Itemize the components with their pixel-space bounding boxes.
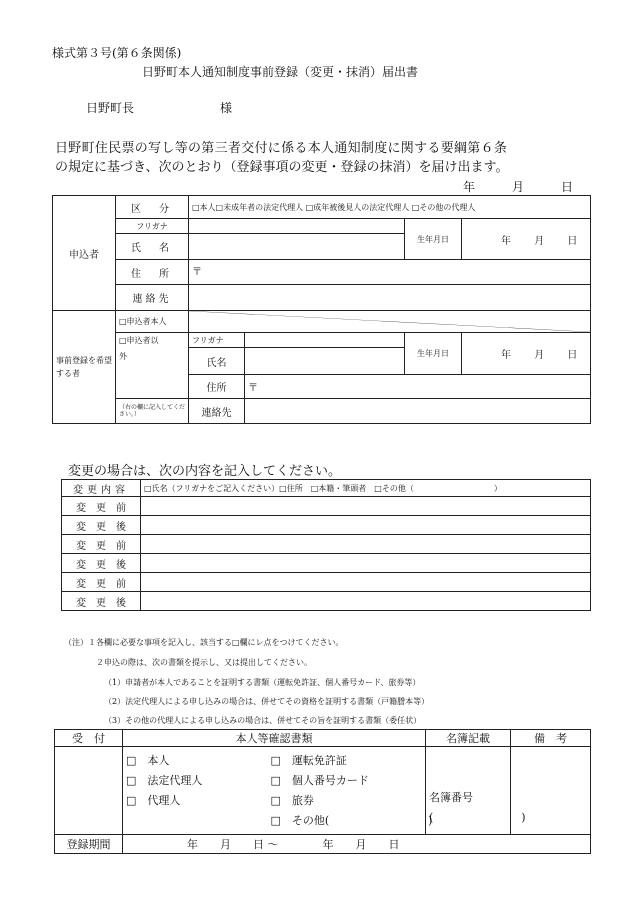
form-number: 様式第３号(第６条関係) [52,46,182,60]
reg-address-label: 住所 [189,375,245,399]
option-agent[interactable]: □ 代理人 [126,794,181,807]
other-option[interactable]: □申込者以 外 [116,333,189,399]
registry-label: 名簿記載 [426,730,511,747]
change-row-field[interactable] [141,592,591,611]
birth-label: 生年月日 [405,219,462,260]
postal-mark: 〒 [192,267,202,278]
reg-furigana-field[interactable] [245,333,405,348]
contact-label: 連絡先 [116,285,189,311]
option-my-number-card[interactable]: □ 個人番号カード [270,774,369,787]
change-row-label: 変 更 後 [62,516,141,535]
changes-table [61,479,591,611]
statement-line2: の規定に基づき、次のとおり（登録事項の変更・登録の抹消）を届け出ます。 [55,160,509,175]
note-4: （2）法定代理人による申し込みの場合は、併せてその資格を証明する書類（戸籍謄本等） [104,697,430,706]
birth-field[interactable]: 年 月 日 [462,219,591,260]
date-month: 月 [512,180,525,194]
change-row-label: 変 更 前 [62,535,141,554]
reg-contact-field[interactable] [245,399,591,424]
reception-field[interactable] [55,747,123,835]
name-field[interactable] [189,234,405,260]
note-2: ２申込の際は、次の書類を提示し、又は提出してください。 [96,658,312,667]
applicant-table [52,195,591,424]
option-drivers-license[interactable]: □ 運転免許証 [270,754,347,767]
change-row-field[interactable] [141,573,591,592]
change-row-field[interactable] [141,497,591,516]
date-day: 日 [561,180,574,194]
self-option[interactable]: □申込者本人 [116,311,189,333]
remarks-label: 備 考 [511,730,591,747]
note-3: （1）申請者が本人であることを証明する書類（運転免許証、個人番号カード、旅券等） [104,678,421,687]
reg-birth-label: 生年月日 [405,333,462,375]
reg-name-field[interactable] [245,348,405,375]
change-row-label: 変 更 前 [62,497,141,516]
change-row-label: 変 更 前 [62,573,141,592]
category-options[interactable]: □本人□未成年者の法定代理人 □成年被後見人の法定代理人 □その他の代理人 [189,196,591,219]
registry-number-paren: ( ) [429,811,526,824]
change-row-label: 変 更 後 [62,592,141,611]
option-legal-rep[interactable]: □ 法定代理人 [126,774,203,787]
address-field[interactable] [189,260,591,285]
right-id-options[interactable] [268,747,433,835]
furigana-field[interactable] [189,219,405,234]
id-docs-label: 本人等確認書類 [123,730,426,747]
change-row-field[interactable] [141,516,591,535]
contact-field[interactable] [189,285,591,311]
furigana-label: フリガナ [116,219,189,234]
note-1: （注）１各欄に必要な事項を記入し、該当する□欄にレ点をつけてください。 [64,638,344,647]
changes-instruction: 変更の場合は、次の内容を記入してください。 [68,464,342,479]
option-self[interactable]: □ 本人 [126,754,170,767]
period-label: 登録期間 [55,835,123,854]
statement-line1: 日野町住民票の写し等の第三者交付に係る本人通知制度に関する要綱第６条 [55,141,508,156]
change-row-field[interactable] [141,535,591,554]
reg-furigana-label: フリガナ [189,333,245,348]
diagonal-line [189,311,590,332]
date-year: 年 [463,180,476,194]
registry-field[interactable] [426,747,526,835]
applicant-section-label: 申込者 [53,196,116,311]
registry-number-label: 名簿番号 [429,791,473,804]
change-row-label: 変 更 後 [62,554,141,573]
reg-contact-label: 連絡先 [189,399,245,424]
reg-birth-field[interactable]: 年 月 日 [462,333,591,375]
honorific: 様 [220,101,233,115]
note-5: （3）その他の代理人による申し込みの場合は、併せてその旨を証明する書類（委任状） [104,716,422,725]
period-field[interactable]: 年 月 日 ～ 年 月 日 [123,835,591,854]
option-passport[interactable]: □ 旅券 [270,794,314,807]
reg-name-label: 氏名 [189,348,245,375]
change-content-options[interactable]: □氏名（フリガナをご記入ください）□住所 □本籍・筆頭者 □その他（ ） [141,480,591,497]
registrant-section-label: 事前登録を希望する者 [53,311,116,424]
category-label: 区 分 [116,196,189,219]
self-diagonal-cell [189,311,591,333]
reg-address-field[interactable] [245,375,591,399]
addressee: 日野町長 [86,101,135,115]
change-content-label: 変更内容 [62,480,141,497]
reception-label: 受 付 [55,730,123,747]
office-table [54,729,591,854]
left-id-options[interactable] [123,747,268,835]
form-title: 日野町本人通知制度事前登録（変更・抹消）届出書 [142,65,419,79]
option-other[interactable]: □ その他( ) [270,814,433,827]
reg-postal-mark: 〒 [248,383,258,394]
address-label: 住 所 [116,260,189,285]
registrant-note: （右の欄に記入してください。） [116,399,189,424]
change-row-field[interactable] [141,554,591,573]
name-label: 氏 名 [116,234,189,260]
